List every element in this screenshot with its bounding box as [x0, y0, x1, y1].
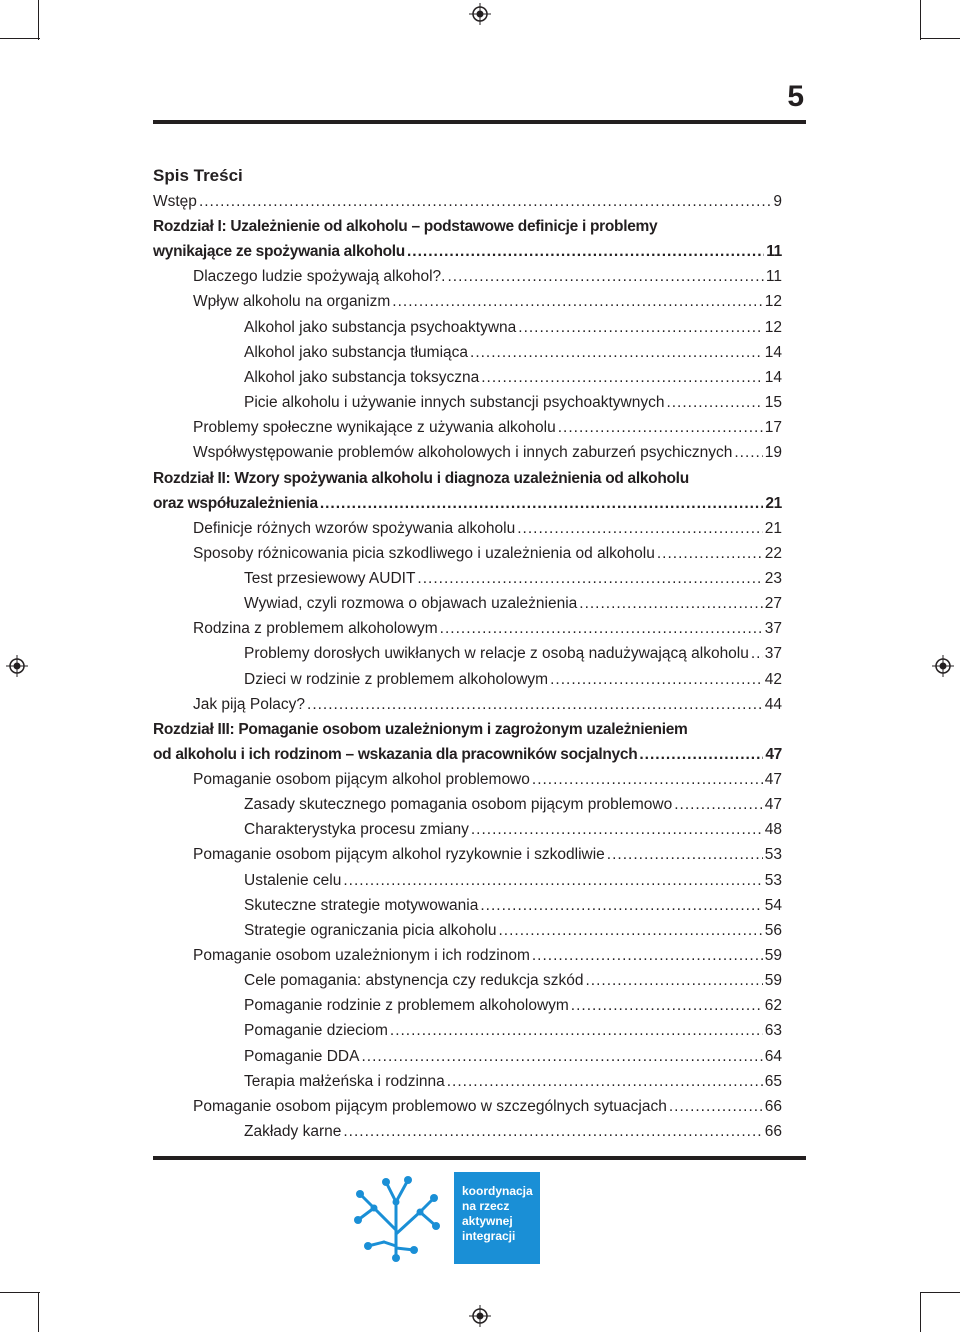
- toc-entry[interactable]: [244, 868, 782, 893]
- toc-entry[interactable]: [244, 1119, 782, 1144]
- toc-entry[interactable]: [244, 893, 782, 918]
- toc-page-number: 23: [764, 570, 782, 587]
- toc-page-number: 11: [765, 268, 782, 285]
- toc-entry-title: Wstęp: [153, 193, 197, 210]
- toc-entry-title: Pomaganie dzieciom: [244, 1022, 388, 1039]
- dot-leader: [558, 415, 763, 440]
- toc-page-number: 14: [764, 344, 782, 361]
- toc-page-number: 44: [764, 696, 782, 713]
- dot-leader: [480, 893, 762, 918]
- toc-entry[interactable]: [193, 415, 782, 440]
- toc-entry[interactable]: [193, 692, 782, 717]
- toc-line: [193, 842, 782, 867]
- toc-page-number: 15: [764, 394, 782, 411]
- toc-entry[interactable]: [244, 993, 782, 1018]
- toc-entry-title: Jak piją Polacy?: [193, 696, 306, 713]
- registration-mark-icon: [469, 3, 491, 25]
- toc-page-number: 47: [765, 746, 782, 763]
- toc-line: [244, 1069, 782, 1094]
- dot-leader: [657, 541, 763, 566]
- toc-page-number: 22: [764, 545, 782, 562]
- toc-entry[interactable]: [244, 315, 782, 340]
- toc-entry[interactable]: [244, 792, 782, 817]
- toc-entry[interactable]: [244, 641, 782, 666]
- toc-chapter-heading: Rozdział III: Pomaganie osobom uzależnionym i zagrożonym uzależnieniem: [153, 721, 688, 738]
- toc-entry[interactable]: [244, 365, 782, 390]
- toc-entry-title: Pomaganie osobom pijącym problemowo w szczególnych sytuacjach: [193, 1098, 667, 1115]
- toc-entry[interactable]: [244, 1018, 782, 1043]
- toc-line: [153, 491, 782, 516]
- toc-entry-title: Skuteczne strategie motywowania: [244, 897, 479, 914]
- toc-entry[interactable]: [244, 390, 782, 415]
- crop-mark: [0, 1292, 40, 1293]
- dot-leader: [669, 1094, 763, 1119]
- toc-entry-title: Definicje różnych wzorów spożywania alkoholu: [193, 520, 516, 537]
- toc-line: [244, 315, 782, 340]
- toc-page-number: 59: [764, 947, 782, 964]
- dot-leader: [361, 1044, 762, 1069]
- crop-mark: [38, 0, 39, 40]
- toc-entry-title: Współwystępowanie problemów alkoholowych i innych zaburzeń psychicznych: [193, 444, 733, 461]
- toc-line: [244, 792, 782, 817]
- footer-rule: [153, 1156, 806, 1160]
- toc-entry[interactable]: [244, 566, 782, 591]
- toc-entry-title: Zakłady karne: [244, 1123, 342, 1140]
- toc-page-number: 62: [764, 997, 782, 1014]
- dot-leader: [447, 1069, 763, 1094]
- toc-line: [193, 415, 782, 440]
- header-rule: [153, 120, 806, 124]
- toc-entry-title: Zasady skutecznego pomagania osobom pijącym problemowo: [244, 796, 673, 813]
- dot-leader: [199, 189, 771, 214]
- toc-page-number: 27: [764, 595, 782, 612]
- crop-mark: [920, 0, 921, 40]
- page-number: 5: [787, 80, 804, 113]
- toc-line: [244, 1018, 782, 1043]
- dot-leader: [674, 792, 763, 817]
- dot-leader: [532, 943, 763, 968]
- toc-chapter-entry[interactable]: [153, 214, 782, 264]
- toc-entry-title: Charakterystyka procesu zmiany: [244, 821, 469, 838]
- toc-page-number: 54: [764, 897, 782, 914]
- toc-page-number: 17: [764, 419, 782, 436]
- toc-line: [244, 893, 782, 918]
- dot-leader: [517, 516, 763, 541]
- toc-entry-title: Test przesiewowy AUDIT: [244, 570, 416, 587]
- toc-page-number: 47: [764, 796, 782, 813]
- toc-page-number: 66: [764, 1123, 782, 1140]
- toc-page-number: 21: [764, 520, 782, 537]
- toc-line: [244, 968, 782, 993]
- dot-leader: [390, 1018, 763, 1043]
- toc-entry-title: Alkohol jako substancja tłumiąca: [244, 344, 469, 361]
- toc-entry[interactable]: [193, 289, 782, 314]
- crop-mark: [920, 1292, 960, 1293]
- dot-leader: [498, 918, 762, 943]
- crop-mark: [38, 1292, 39, 1332]
- logo-line: aktywnej: [462, 1214, 513, 1228]
- toc-entry-title: Terapia małżeńska i rodzinna: [244, 1073, 445, 1090]
- toc-entry-title: Ustalenie celu: [244, 872, 342, 889]
- toc-page-number: 53: [764, 872, 782, 889]
- toc-line: [193, 516, 782, 541]
- dot-leader: [307, 692, 763, 717]
- toc-page-number: 56: [764, 922, 782, 939]
- toc-chapter-entry[interactable]: [153, 717, 782, 767]
- toc-line: [244, 1119, 782, 1144]
- dot-leader: [571, 993, 763, 1018]
- toc-line: [193, 1094, 782, 1119]
- toc-entry[interactable]: [244, 968, 782, 993]
- toc-line: [193, 767, 782, 792]
- toc-page-number: 65: [764, 1073, 782, 1090]
- toc-entry-title: Pomaganie rodzinie z problemem alkoholowym: [244, 997, 569, 1014]
- toc-entry-title: Wywiad, czyli rozmowa o objawach uzależnienia: [244, 595, 578, 612]
- toc-entry-title: Pomaganie DDA: [244, 1048, 360, 1065]
- toc-entry-title: Dzieci w rodzinie z problemem alkoholowym: [244, 671, 549, 688]
- toc-line: [153, 189, 782, 214]
- dot-leader: [607, 842, 763, 867]
- toc-line: [244, 641, 782, 666]
- toc-page-number: 53: [764, 846, 782, 863]
- toc-line: [193, 943, 782, 968]
- toc-line: [244, 390, 782, 415]
- registration-mark-icon: [6, 655, 28, 677]
- dot-leader: [751, 641, 763, 666]
- logo-box: [454, 1172, 540, 1264]
- logo-line: integracji: [462, 1229, 516, 1243]
- registration-mark-icon: [932, 655, 954, 677]
- dot-leader: [417, 566, 762, 591]
- toc-entry-title: Problemy społeczne wynikające z używania alkoholu: [193, 419, 556, 436]
- dot-leader: [585, 968, 762, 993]
- toc-entry[interactable]: [244, 1069, 782, 1094]
- dot-leader: [518, 315, 762, 340]
- toc-entry[interactable]: [244, 1044, 782, 1069]
- toc-entry-title: Pomaganie osobom uzależnionym i ich rodzinom: [193, 947, 530, 964]
- dot-leader: [447, 264, 763, 289]
- logo-text: [462, 1184, 533, 1244]
- toc-line: [244, 340, 782, 365]
- toc-page-number: 37: [764, 645, 782, 662]
- toc-entry[interactable]: [193, 616, 782, 641]
- toc-entry[interactable]: [244, 591, 782, 616]
- toc-line: [193, 264, 782, 289]
- dot-leader: [471, 817, 763, 842]
- crop-mark: [0, 38, 40, 39]
- toc-entry[interactable]: [244, 340, 782, 365]
- dot-leader: [666, 390, 762, 415]
- dot-leader: [550, 667, 763, 692]
- toc-title: Spis Treści: [153, 166, 243, 185]
- toc-chapter-entry[interactable]: [153, 466, 782, 516]
- dot-leader: [470, 340, 763, 365]
- toc-line: [244, 365, 782, 390]
- toc-line: [244, 591, 782, 616]
- toc-entry-title: Wpływ alkoholu na organizm: [193, 293, 391, 310]
- toc-entry[interactable]: [244, 667, 782, 692]
- toc-entry-title: wynikające ze spożywania alkoholu: [153, 243, 405, 260]
- dot-leader: [579, 591, 762, 616]
- dot-leader: [407, 239, 764, 264]
- toc-line: [244, 566, 782, 591]
- toc-line: [193, 289, 782, 314]
- toc-entry-title: Cele pomagania: abstynencja czy redukcja szkód: [244, 972, 584, 989]
- toc-entry[interactable]: [193, 516, 782, 541]
- toc-line: [153, 742, 782, 767]
- toc-entry[interactable]: [193, 943, 782, 968]
- toc-page-number: 12: [764, 319, 782, 336]
- toc-page-number: 19: [764, 444, 782, 461]
- toc-entry[interactable]: [193, 767, 782, 792]
- logo-line: na rzecz: [462, 1199, 510, 1213]
- toc-entry-title: Strategie ograniczania picia alkoholu: [244, 922, 497, 939]
- toc-entry-title: Rodzina z problemem alkoholowym: [193, 620, 438, 637]
- toc-page-number: 12: [764, 293, 782, 310]
- dot-leader: [343, 868, 762, 893]
- toc-entry-title: Pomaganie osobom pijącym alkohol problemowo: [193, 771, 530, 788]
- toc-entry-title: od alkoholu i ich rodzinom – wskazania dla pracowników socjalnych: [153, 746, 638, 763]
- toc-page-number: 59: [764, 972, 782, 989]
- toc-line: [193, 616, 782, 641]
- logo-line: koordynacja: [462, 1184, 533, 1198]
- toc-entry-title: Alkohol jako substancja psychoaktywna: [244, 319, 517, 336]
- toc-page-number: 64: [764, 1048, 782, 1065]
- toc-entry[interactable]: [244, 918, 782, 943]
- toc-page-number: 37: [764, 620, 782, 637]
- toc-line: [244, 817, 782, 842]
- toc-line: [244, 1044, 782, 1069]
- registration-mark-icon: [469, 1305, 491, 1327]
- toc-entry-title: Alkohol jako substancja toksyczna: [244, 369, 480, 386]
- crop-mark: [920, 1292, 921, 1332]
- logo: [346, 1172, 540, 1264]
- dot-leader: [343, 1119, 762, 1144]
- toc-line: [244, 993, 782, 1018]
- toc-page-number: 48: [764, 821, 782, 838]
- dot-leader: [734, 440, 762, 465]
- toc-entry[interactable]: [193, 264, 782, 289]
- toc-line: [193, 541, 782, 566]
- toc-page-number: 47: [764, 771, 782, 788]
- toc-page-number: 21: [765, 495, 782, 512]
- dot-leader: [639, 742, 763, 767]
- toc-entry[interactable]: [193, 1094, 782, 1119]
- toc-entry[interactable]: [244, 817, 782, 842]
- toc-page-number: 42: [764, 671, 782, 688]
- network-tree-icon: [346, 1172, 446, 1264]
- toc-entry[interactable]: [193, 842, 782, 867]
- toc-line: [193, 692, 782, 717]
- dot-leader: [532, 767, 763, 792]
- toc-line: [153, 239, 782, 264]
- toc-entry[interactable]: [193, 440, 782, 465]
- dot-leader: [440, 616, 763, 641]
- toc-line: [193, 440, 782, 465]
- toc-entry-title: Problemy dorosłych uwikłanych w relacje z osobą nadużywającą alkoholu: [244, 645, 749, 662]
- toc-entry-title: Sposoby różnicowania picia szkodliwego i uzależnienia od alkoholu: [193, 545, 655, 562]
- toc-entry-title: Picie alkoholu i używanie innych substancji psychoaktywnych: [244, 394, 665, 411]
- toc-entry[interactable]: [153, 189, 782, 214]
- toc-line: [244, 918, 782, 943]
- toc-page-number: 9: [773, 193, 782, 210]
- toc-line: [244, 667, 782, 692]
- crop-mark: [920, 38, 960, 39]
- toc-entry-title: oraz współuzależnienia: [153, 495, 318, 512]
- dot-leader: [481, 365, 763, 390]
- dot-leader: [392, 289, 762, 314]
- toc-page-number: 63: [764, 1022, 782, 1039]
- toc-page-number: 14: [764, 369, 782, 386]
- toc-line: [244, 868, 782, 893]
- toc-chapter-heading: Rozdział II: Wzory spożywania alkoholu i diagnoza uzależnienia od alkoholu: [153, 470, 689, 487]
- toc-page-number: 11: [766, 243, 782, 260]
- toc-entry[interactable]: [193, 541, 782, 566]
- toc-page-number: 66: [764, 1098, 782, 1115]
- dot-leader: [320, 491, 764, 516]
- toc-chapter-heading: Rozdział I: Uzależnienie od alkoholu – podstawowe definicje i problemy: [153, 218, 658, 235]
- toc-entry-title: Dlaczego ludzie spożywają alkohol?.: [193, 268, 446, 285]
- toc-entry-title: Pomaganie osobom pijącym alkohol ryzykownie i szkodliwie: [193, 846, 605, 863]
